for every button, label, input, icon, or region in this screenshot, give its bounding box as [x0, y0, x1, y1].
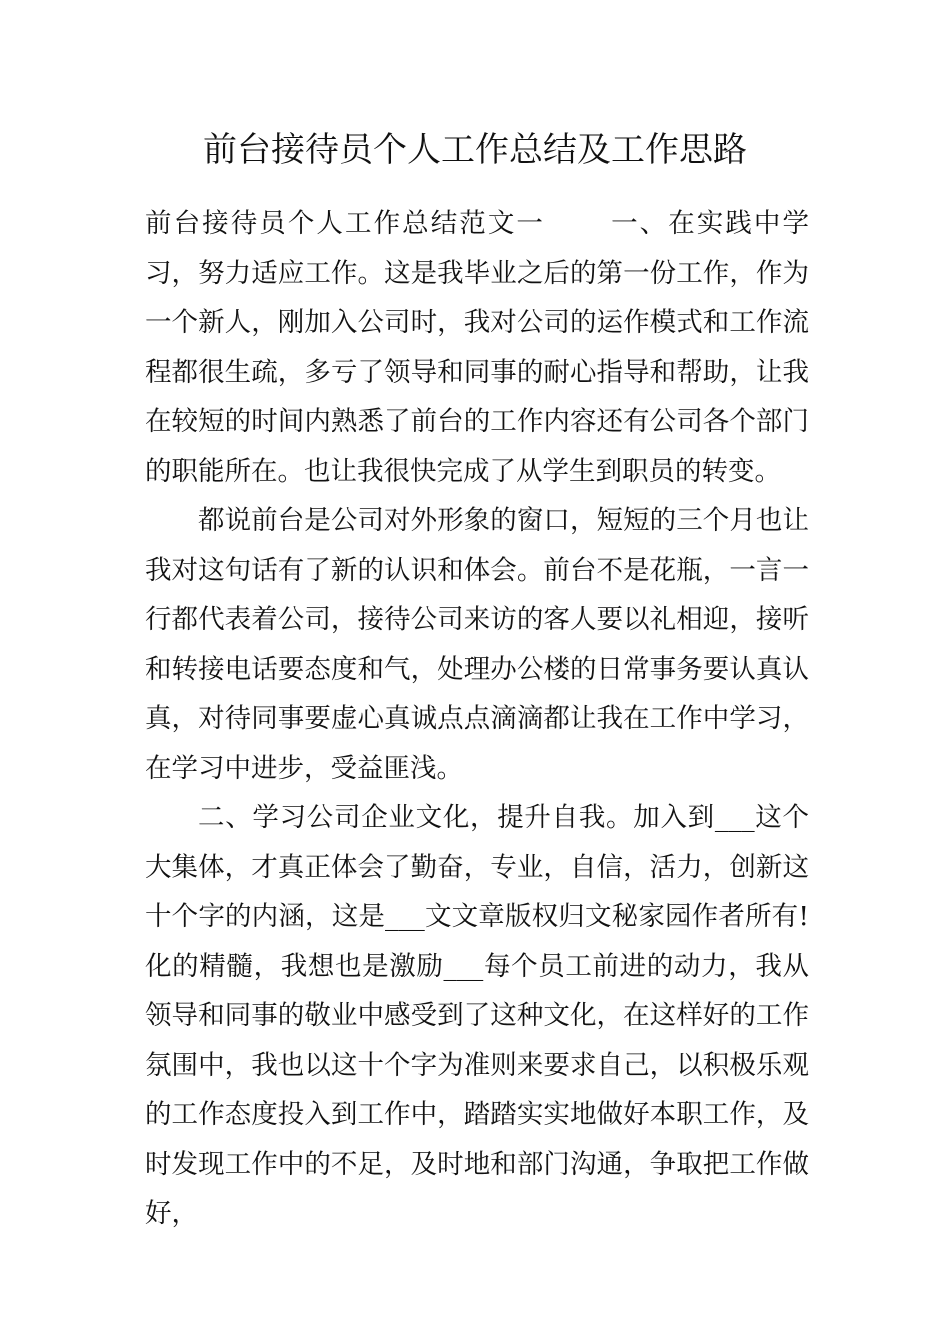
document-title: 前台接待员个人工作总结及工作思路 [203, 130, 747, 170]
paragraph-1 [145, 199, 809, 496]
document-body [145, 199, 809, 1239]
paragraph-1-text: 一、在实践中学习，努力适应工作。这是我毕业之后的第一份工作，作为一个新人，刚加入公司时，我对公司的运作模式和工作流程都很生疏，多亏了领导和同事的耐心指导和帮助，让我在较短的时间内熟悉了前台的工作内容还有公司各个部门的职能所在。也让我很快完成了从学生到职员的转变。 [145, 208, 809, 487]
paragraph-3: 二、学习公司企业文化，提升自我。加入到___这个大集体，才真正体会了勤奋，专业，自信，活力，创新这十个字的内涵，这是___文文章版权归文秘家园作者所有!化的精髓，我想也是激励___每个员工前进的动力，我从领导和同事的敬业中感受到了这种文化，在这样好的工作氛围中，我也以这十个字为准则来要求自己，以积极乐观的工作态度投入到工作中，踏踏实实地做好本职工作，及时发现工作中的不足，及时地和部门沟通，争取把工作做好， [145, 802, 809, 1229]
paragraph-2: 都说前台是公司对外形象的窗口，短短的三个月也让我对这句话有了新的认识和体会。前台不是花瓶，一言一行都代表着公司，接待公司来访的客人要以礼相迎，接听和转接电话要态度和气，处理办公楼的日常事务要认真认真，对待同事要虚心真诚点点滴滴都让我在工作中学习，在学习中进步，受益匪浅。 [145, 505, 809, 784]
paragraph-1-lead: 前台接待员个人工作总结范文一 [145, 208, 545, 239]
